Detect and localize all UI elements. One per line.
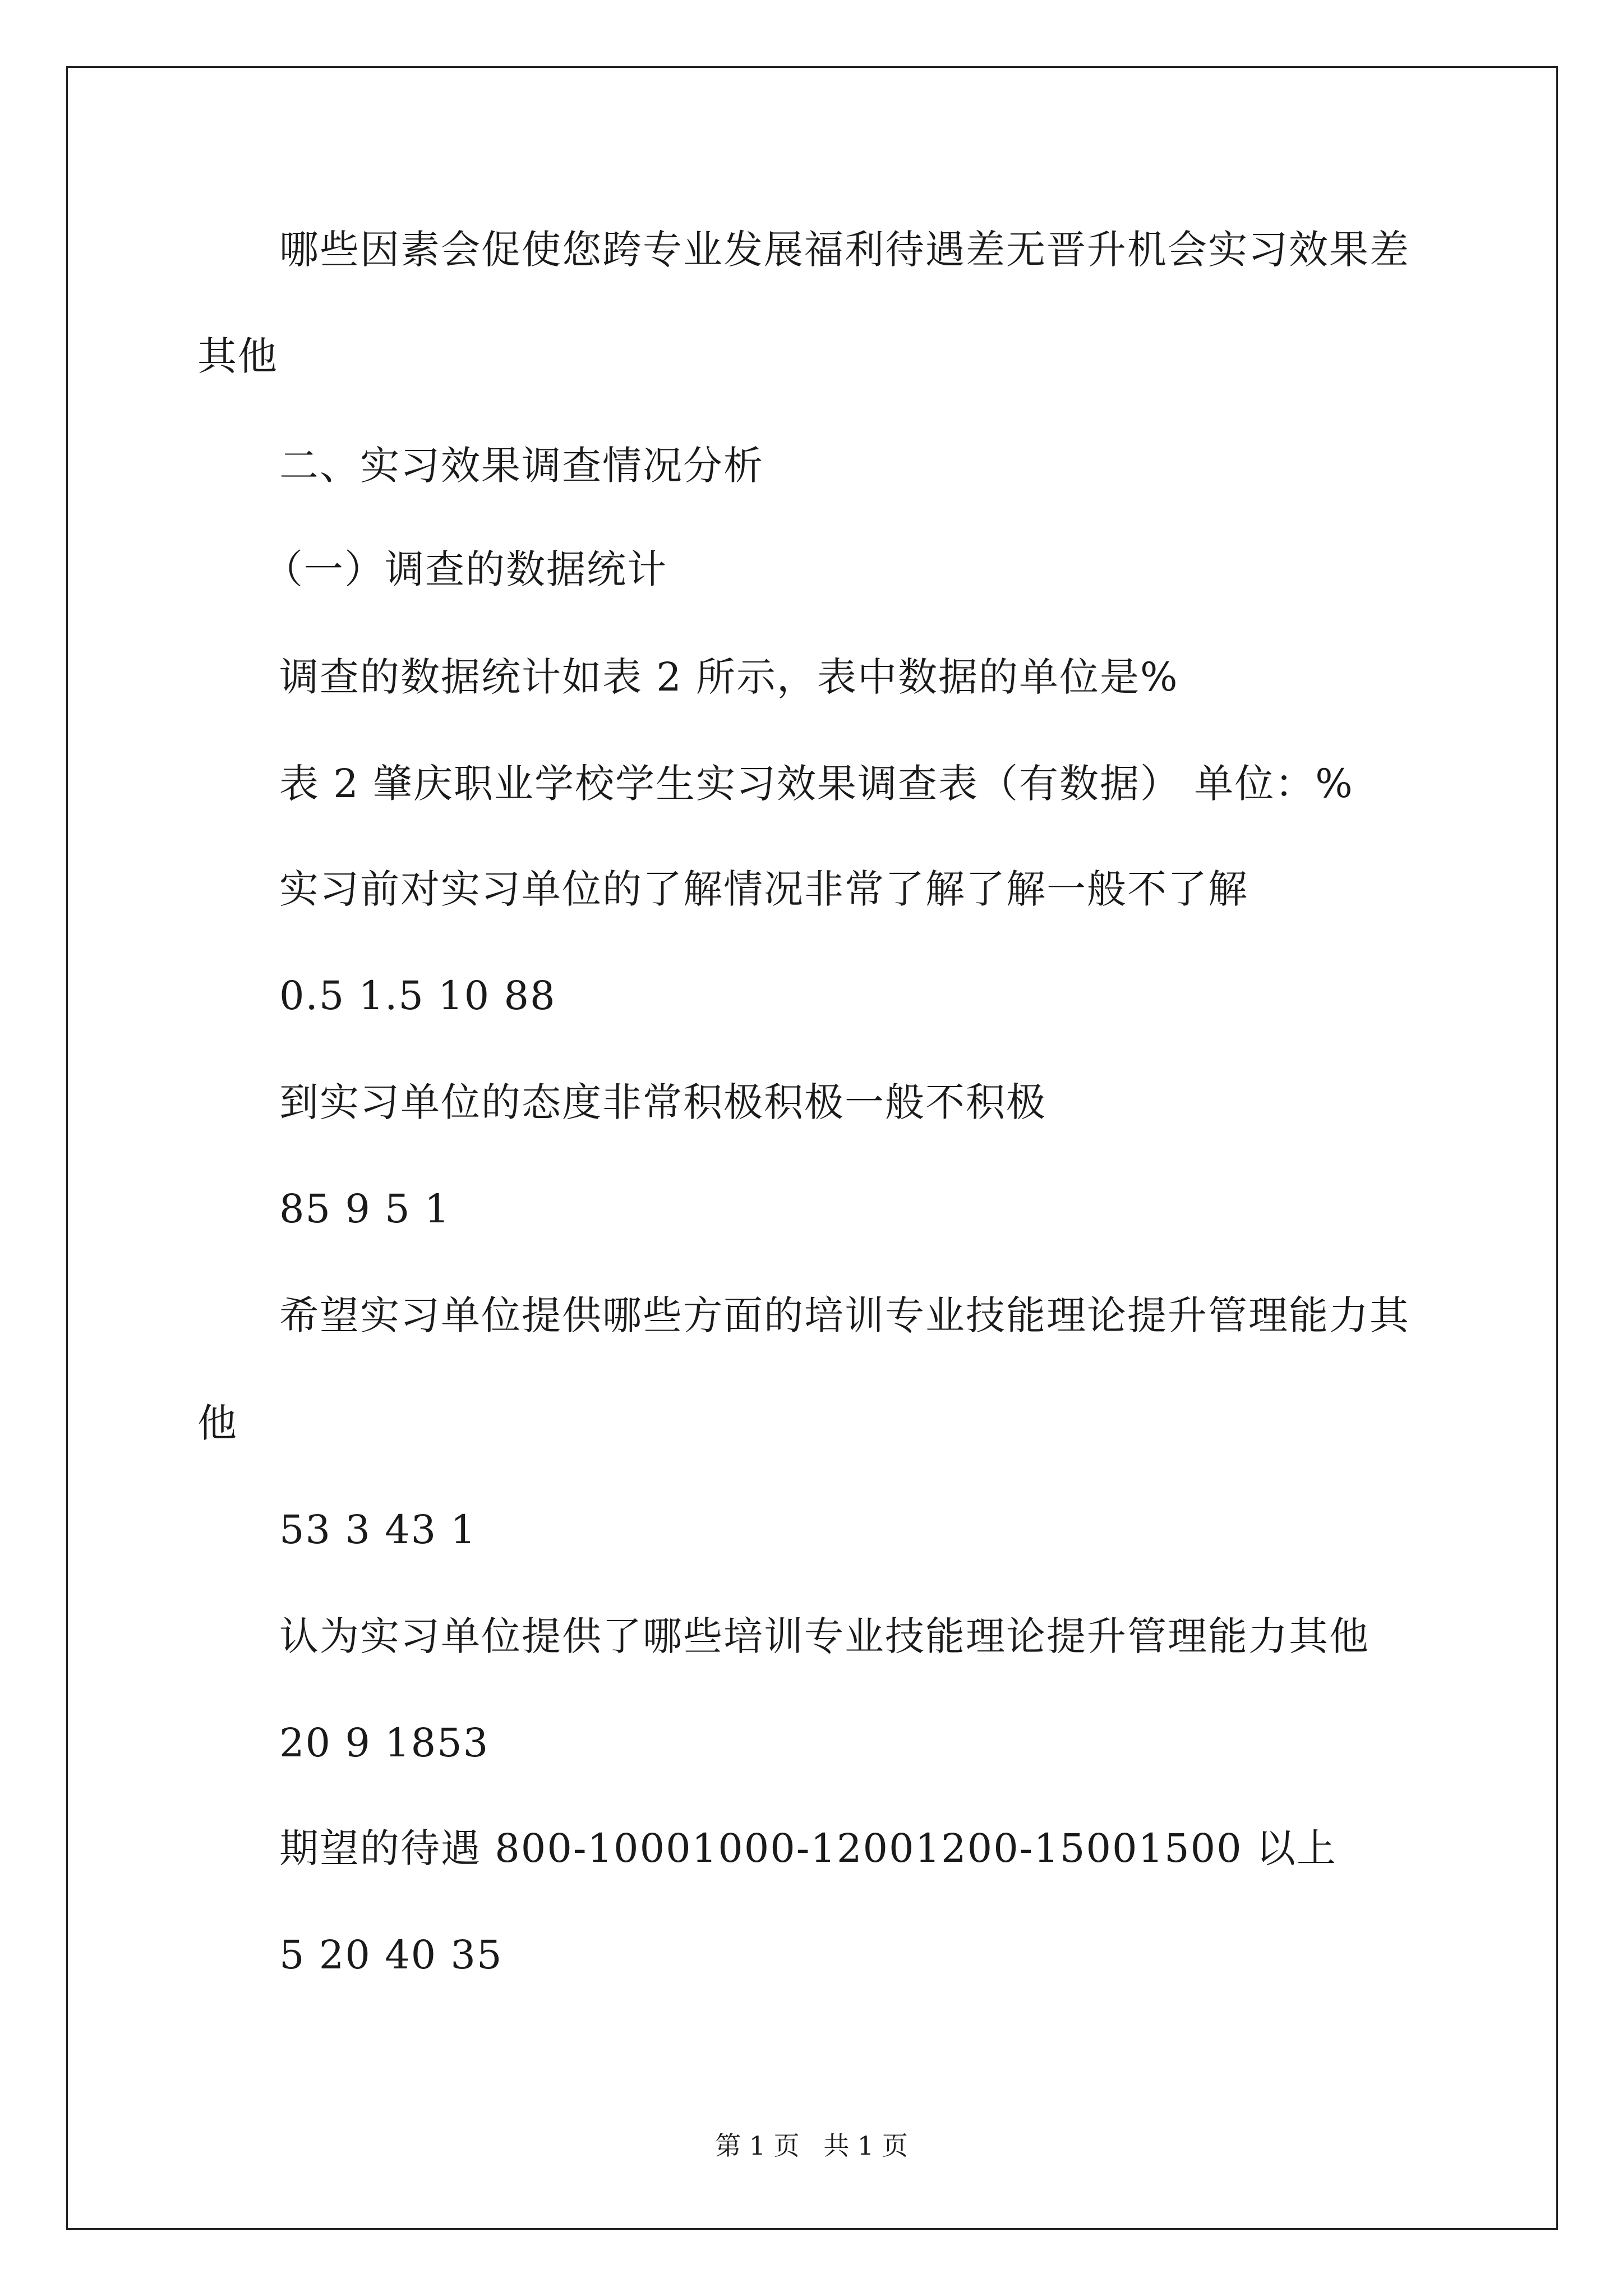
body-line-12: 他 [197,1400,238,1446]
page-number: 第 1 页 [715,2131,800,2161]
data-line-3: 53 3 43 1 [279,1507,477,1553]
body-line-11: 希望实习单位提供哪些方面的培训专业技能理论提升管理能力其 [279,1292,1410,1338]
body-line-2: 其他 [197,333,278,379]
table-caption: 表 2 肇庆职业学校学生实习效果调查表（有数据） 单位：% [279,761,1354,807]
body-line-9: 到实习单位的态度非常积极积极一般不积极 [279,1079,1046,1125]
data-line-1: 0.5 1.5 10 88 [279,973,556,1019]
body-line-16: 期望的待遇 800-10001000-12001200-15001500 以上 [279,1825,1337,1871]
data-line-5: 5 20 40 35 [279,1932,503,1978]
page-footer [0,2129,1623,2162]
data-line-2: 85 9 5 1 [279,1186,451,1232]
subsection-heading: （一）调查的数据统计 [264,546,667,592]
body-line-1: 哪些因素会促使您跨专业发展福利待遇差无晋升机会实习效果差 [279,227,1410,273]
body-line-5: 调查的数据统计如表 2 所示，表中数据的单位是% [279,654,1179,700]
body-line-7: 实习前对实习单位的了解情况非常了解了解一般不了解 [279,866,1248,912]
page-border [66,66,1558,2230]
section-heading: 二、实习效果调查情况分析 [279,443,764,489]
body-line-14: 认为实习单位提供了哪些培训专业技能理论提升管理能力其他 [279,1613,1370,1659]
data-line-4: 20 9 1853 [279,1720,490,1766]
page-total: 共 1 页 [823,2131,908,2161]
